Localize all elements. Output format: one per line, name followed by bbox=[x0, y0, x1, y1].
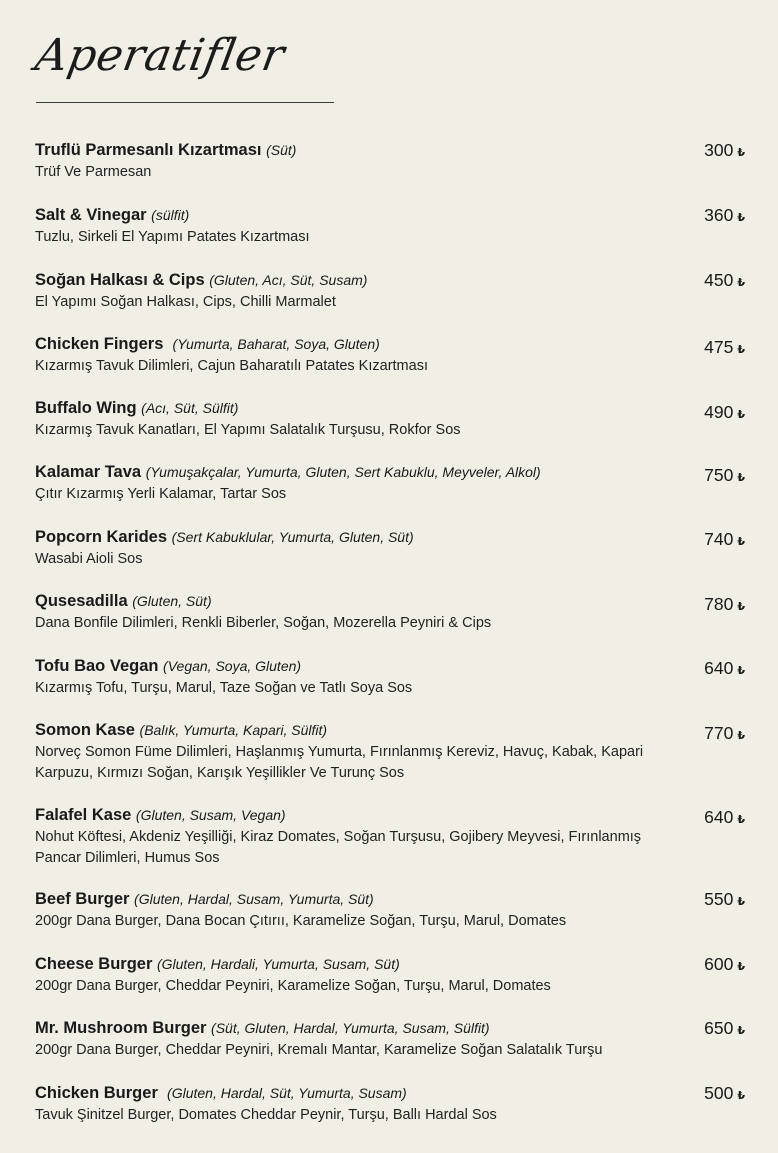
item-allergens: (Gluten, Süt) bbox=[132, 593, 212, 609]
menu-item bbox=[35, 398, 745, 441]
item-description: El Yapımı Soğan Halkası, Cips, Chilli Marmalet bbox=[35, 294, 336, 310]
menu-item bbox=[35, 334, 745, 377]
lira-icon: ₺ bbox=[737, 409, 745, 421]
lira-icon: ₺ bbox=[737, 730, 745, 742]
lira-icon: ₺ bbox=[737, 961, 745, 973]
item-allergens: (Gluten, Hardali, Yumurta, Susam, Süt) bbox=[156, 956, 400, 972]
item-price: 490 ₺ bbox=[704, 402, 745, 422]
item-name: Chicken Fingers bbox=[35, 335, 164, 353]
item-price: 360 ₺ bbox=[704, 205, 745, 225]
section-title: Aperatifler bbox=[31, 30, 289, 81]
item-price: 640 ₺ bbox=[704, 658, 745, 678]
item-allergens: (Gluten, Hardal, Süt, Yumurta, Susam) bbox=[167, 1085, 407, 1101]
menu-item bbox=[35, 591, 745, 634]
item-allergens: (Yumurta, Baharat, Soya, Gluten) bbox=[172, 336, 380, 352]
item-description: Nohut Köftesi, Akdeniz Yeşilliği, Kiraz Domates, Soğan Turşusu, Gojibery Meyvesi, Fırınlanmış Pancar Dilimleri, Humus Sos bbox=[35, 829, 642, 866]
lira-icon: ₺ bbox=[737, 212, 745, 224]
item-price: 780 ₺ bbox=[704, 594, 745, 614]
menu-item bbox=[35, 140, 745, 183]
item-name: Kalamar Tava bbox=[35, 463, 142, 481]
menu-item bbox=[35, 889, 745, 932]
menu-item bbox=[35, 805, 745, 869]
menu-item bbox=[35, 462, 745, 505]
item-allergens: (Gluten, Acı, Süt, Susam) bbox=[209, 272, 368, 288]
item-description: Kızarmış Tavuk Dilimleri, Cajun Baharatılı Patates Kızartması bbox=[35, 358, 428, 374]
title-divider bbox=[36, 102, 334, 103]
item-description: Norveç Somon Füme Dilimleri, Haşlanmış Yumurta, Fırınlanmış Kereviz, Havuç, Kabak, Kapari Karpuzu, Kırmızı Soğan, Karışık Yeşillikler Ve Turunç Sos bbox=[35, 744, 644, 781]
lira-icon: ₺ bbox=[737, 1090, 745, 1102]
menu-item bbox=[35, 720, 745, 784]
item-name: Tofu Bao Vegan bbox=[35, 657, 159, 675]
item-description: Kızarmış Tofu, Turşu, Marul, Taze Soğan ve Tatlı Soya Sos bbox=[35, 680, 413, 696]
item-price: 600 ₺ bbox=[704, 954, 745, 974]
item-allergens: (sülfit) bbox=[151, 207, 190, 223]
menu-item bbox=[35, 1083, 745, 1126]
item-name: Truflü Parmesanlı Kızartması bbox=[35, 141, 262, 159]
lira-icon: ₺ bbox=[737, 472, 745, 484]
item-allergens: (Balık, Yumurta, Kapari, Sülfit) bbox=[139, 722, 328, 738]
item-name: Beef Burger bbox=[35, 890, 130, 908]
item-name: Soğan Halkası & Cips bbox=[35, 271, 205, 289]
item-allergens: (Süt) bbox=[266, 142, 297, 158]
item-price: 640 ₺ bbox=[704, 807, 745, 827]
item-description: 200gr Dana Burger, Cheddar Peyniri, Karamelize Soğan, Turşu, Marul, Domates bbox=[35, 978, 551, 994]
item-price: 550 ₺ bbox=[704, 889, 745, 909]
lira-icon: ₺ bbox=[737, 814, 745, 826]
item-allergens: (Yumuşakçalar, Yumurta, Gluten, Sert Kabuklu, Meyveler, Alkol) bbox=[145, 464, 541, 480]
item-price: 450 ₺ bbox=[704, 270, 745, 290]
item-allergens: (Acı, Süt, Sülfit) bbox=[141, 400, 239, 416]
item-price: 475 ₺ bbox=[704, 337, 745, 357]
menu-item bbox=[35, 1018, 745, 1061]
item-name: Somon Kase bbox=[35, 721, 135, 739]
item-name: Cheese Burger bbox=[35, 955, 153, 973]
item-allergens: (Süt, Gluten, Hardal, Yumurta, Susam, Sülfit) bbox=[211, 1020, 490, 1036]
item-name: Mr. Mushroom Burger bbox=[35, 1019, 207, 1037]
item-allergens: (Sert Kabuklular, Yumurta, Gluten, Süt) bbox=[171, 529, 414, 545]
lira-icon: ₺ bbox=[737, 147, 745, 159]
item-price: 770 ₺ bbox=[704, 723, 745, 743]
lira-icon: ₺ bbox=[737, 896, 745, 908]
item-allergens: (Gluten, Hardal, Susam, Yumurta, Süt) bbox=[134, 891, 374, 907]
lira-icon: ₺ bbox=[737, 536, 745, 548]
lira-icon: ₺ bbox=[737, 601, 745, 613]
menu-item bbox=[35, 656, 745, 699]
item-description: 200gr Dana Burger, Dana Bocan Çıtırıı, Karamelize Soğan, Turşu, Marul, Domates bbox=[35, 913, 567, 929]
lira-icon: ₺ bbox=[737, 277, 745, 289]
item-description: Kızarmış Tavuk Kanatları, El Yapımı Salatalık Turşusu, Rokfor Sos bbox=[35, 422, 461, 438]
item-price: 740 ₺ bbox=[704, 529, 745, 549]
item-allergens: (Vegan, Soya, Gluten) bbox=[163, 658, 302, 674]
item-description: Çıtır Kızarmış Yerli Kalamar, Tartar Sos bbox=[35, 486, 287, 502]
item-description: Trüf Ve Parmesan bbox=[35, 164, 152, 180]
lira-icon: ₺ bbox=[737, 665, 745, 677]
menu-item bbox=[35, 527, 745, 570]
item-description: Tavuk Şinitzel Burger, Domates Cheddar Peynir, Turşu, Ballı Hardal Sos bbox=[35, 1107, 497, 1123]
item-name: Chicken Burger bbox=[35, 1084, 158, 1102]
item-name: Popcorn Karides bbox=[35, 528, 168, 546]
item-price: 500 ₺ bbox=[704, 1083, 745, 1103]
menu-item bbox=[35, 954, 745, 997]
item-price: 650 ₺ bbox=[704, 1018, 745, 1038]
item-allergens: (Gluten, Susam, Vegan) bbox=[135, 807, 286, 823]
item-price: 300 ₺ bbox=[704, 140, 745, 160]
item-description: 200gr Dana Burger, Cheddar Peyniri, Kremalı Mantar, Karamelize Soğan Salatalık Turşu bbox=[35, 1042, 603, 1058]
lira-icon: ₺ bbox=[737, 344, 745, 356]
menu-item bbox=[35, 270, 745, 313]
item-price: 750 ₺ bbox=[704, 465, 745, 485]
item-description: Wasabi Aioli Sos bbox=[35, 551, 143, 567]
lira-icon: ₺ bbox=[737, 1025, 745, 1037]
menu-item bbox=[35, 205, 745, 248]
item-description: Dana Bonfile Dilimleri, Renkli Biberler, Soğan, Mozerella Peyniri & Cips bbox=[35, 615, 492, 631]
item-name: Falafel Kase bbox=[35, 806, 132, 824]
item-name: Salt & Vinegar bbox=[35, 206, 147, 224]
item-name: Buffalo Wing bbox=[35, 399, 137, 417]
item-description: Tuzlu, Sirkeli El Yapımı Patates Kızartması bbox=[35, 229, 310, 245]
item-name: Qusesadilla bbox=[35, 592, 128, 610]
